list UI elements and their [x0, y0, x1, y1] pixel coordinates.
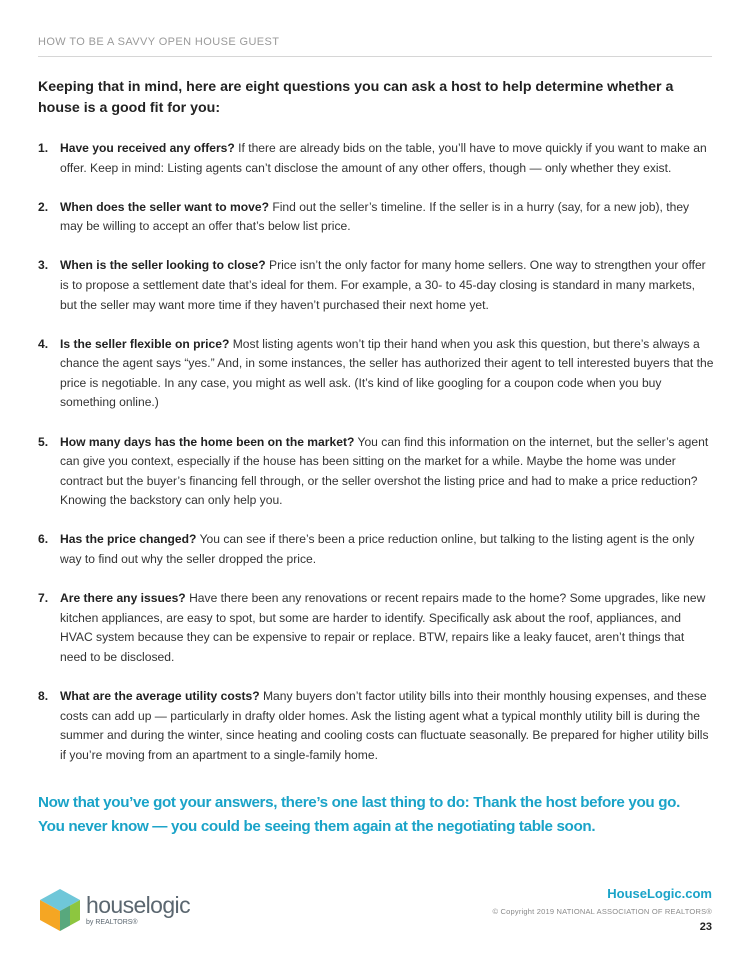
question-heading: When is the seller looking to close? [60, 258, 266, 273]
question-body: Price isn’t the only factor for many home sellers. One way to strengthen your offer is to propose a settlement date that’s ideal for them. For example, a 30- to 45-day closing is standard in many markets, but the seller may want more time if they haven’t purchased their next home yet. [60, 258, 706, 312]
question-body: Have there been any renovations or recent repairs made to the home? Some upgrades, like new kitchen appliances, are easy to spot, but some are harder to identify. Specifically ask about the roof, appliances, and HVAC system because they can be expensive to repair or replace. BTW, repairs like a leaky faucet, aren’t things that need to be disclosed. [60, 591, 706, 664]
list-item [38, 530, 714, 569]
item-number: 4. [38, 336, 49, 351]
item-text [60, 198, 714, 237]
question-heading: Is the seller flexible on price? [60, 336, 230, 351]
question-body: You can see if there’s been a price reduction online, but talking to the listing agent is the only way to find out why the seller dropped the price. [60, 532, 695, 566]
list-item [38, 687, 714, 765]
list-item [38, 198, 714, 237]
item-number: 6. [38, 532, 49, 547]
house-cube-icon [38, 887, 82, 933]
site-link[interactable]: HouseLogic.com [607, 886, 712, 901]
page-footer [493, 886, 712, 933]
list-item [38, 589, 714, 667]
houselogic-logo [38, 886, 188, 934]
item-text [60, 589, 714, 667]
item-number: 1. [38, 141, 49, 155]
item-number: 2. [38, 199, 49, 214]
intro-paragraph: Keeping that in mind, here are eight questions you can ask a host to help determine whether a house is a good fit for you: [38, 79, 674, 116]
question-body: Many buyers don’t factor utility bills into their monthly housing expenses, and these costs can add up — particularly in drafty older homes. Ask the listing agent what a typical monthly utility bill is during the summer and during the winter, since heating and cooling costs can fluctuate seasonally. Be prepared for higher utility bills if you’re moving from an apartment to a single-family home. [60, 688, 709, 762]
question-body: Most listing agents won’t tip their hand when you ask this question, but there’s always a chance the agent says “yes.” And, in some instances, the seller has authorized their agent to tell interested buyers that the price is negotiable. In any case, you might as well ask. (It’s kind of like googling for a coupon code when you buy something online.) [60, 336, 714, 410]
closing-callout [38, 791, 728, 839]
item-number: 5. [38, 434, 49, 449]
question-body: Find out the seller’s timeline. If the seller is in a hurry (say, for a new job), they may be willing to accept an offer that’s below list price. [60, 199, 690, 234]
list-item [38, 256, 714, 315]
item-text [60, 530, 714, 569]
question-heading: How many days has the home been on the market? [60, 434, 355, 449]
copyright-notice: © Copyright 2019 NATIONAL ASSOCIATION OF REALTORS® [492, 907, 712, 916]
page-number: 23 [699, 921, 712, 933]
item-number: 7. [38, 591, 49, 606]
item-text [60, 687, 714, 765]
item-number: 8. [38, 688, 49, 703]
running-header: HOW TO BE A SAVVY OPEN HOUSE GUEST [38, 36, 712, 57]
question-heading: Are there any issues? [60, 591, 186, 606]
question-heading: Has the price changed? [60, 532, 197, 547]
item-text [60, 335, 714, 413]
item-text [60, 139, 714, 178]
logo-byline: by REALTORS® [86, 919, 138, 926]
list-item [38, 433, 714, 511]
question-heading: When does the seller want to move? [60, 199, 269, 214]
logo-wordmark: houselogic [86, 892, 190, 918]
questions-list [38, 139, 714, 785]
item-text [60, 256, 714, 315]
item-number: 3. [38, 258, 49, 273]
closing-line-1: Now that you’ve got your answers, there’s one last thing to do: Thank the host before you go. [38, 794, 680, 811]
item-text [60, 433, 714, 511]
question-heading: Have you received any offers? [60, 141, 235, 155]
list-item [38, 335, 714, 413]
question-body: You can find this information on the internet, but the seller’s agent can give you context, especially if the house has been sitting on the market for a while. Maybe the home was under contract but the buyer’s financing fell through, or the seller overshot the listing price and had to make a price reduction? Knowing the backstory can only help you. [60, 434, 709, 508]
list-item [38, 139, 714, 178]
question-body: If there are already bids on the table, you’ll have to move quickly if you want to make an offer. Keep in mind: Listing agents can’t disclose the amount of any other offers, though — only whether they exist. [60, 141, 707, 175]
question-heading: What are the average utility costs? [60, 688, 260, 703]
closing-line-2: You never know — you could be seeing them again at the negotiating table soon. [38, 818, 596, 835]
